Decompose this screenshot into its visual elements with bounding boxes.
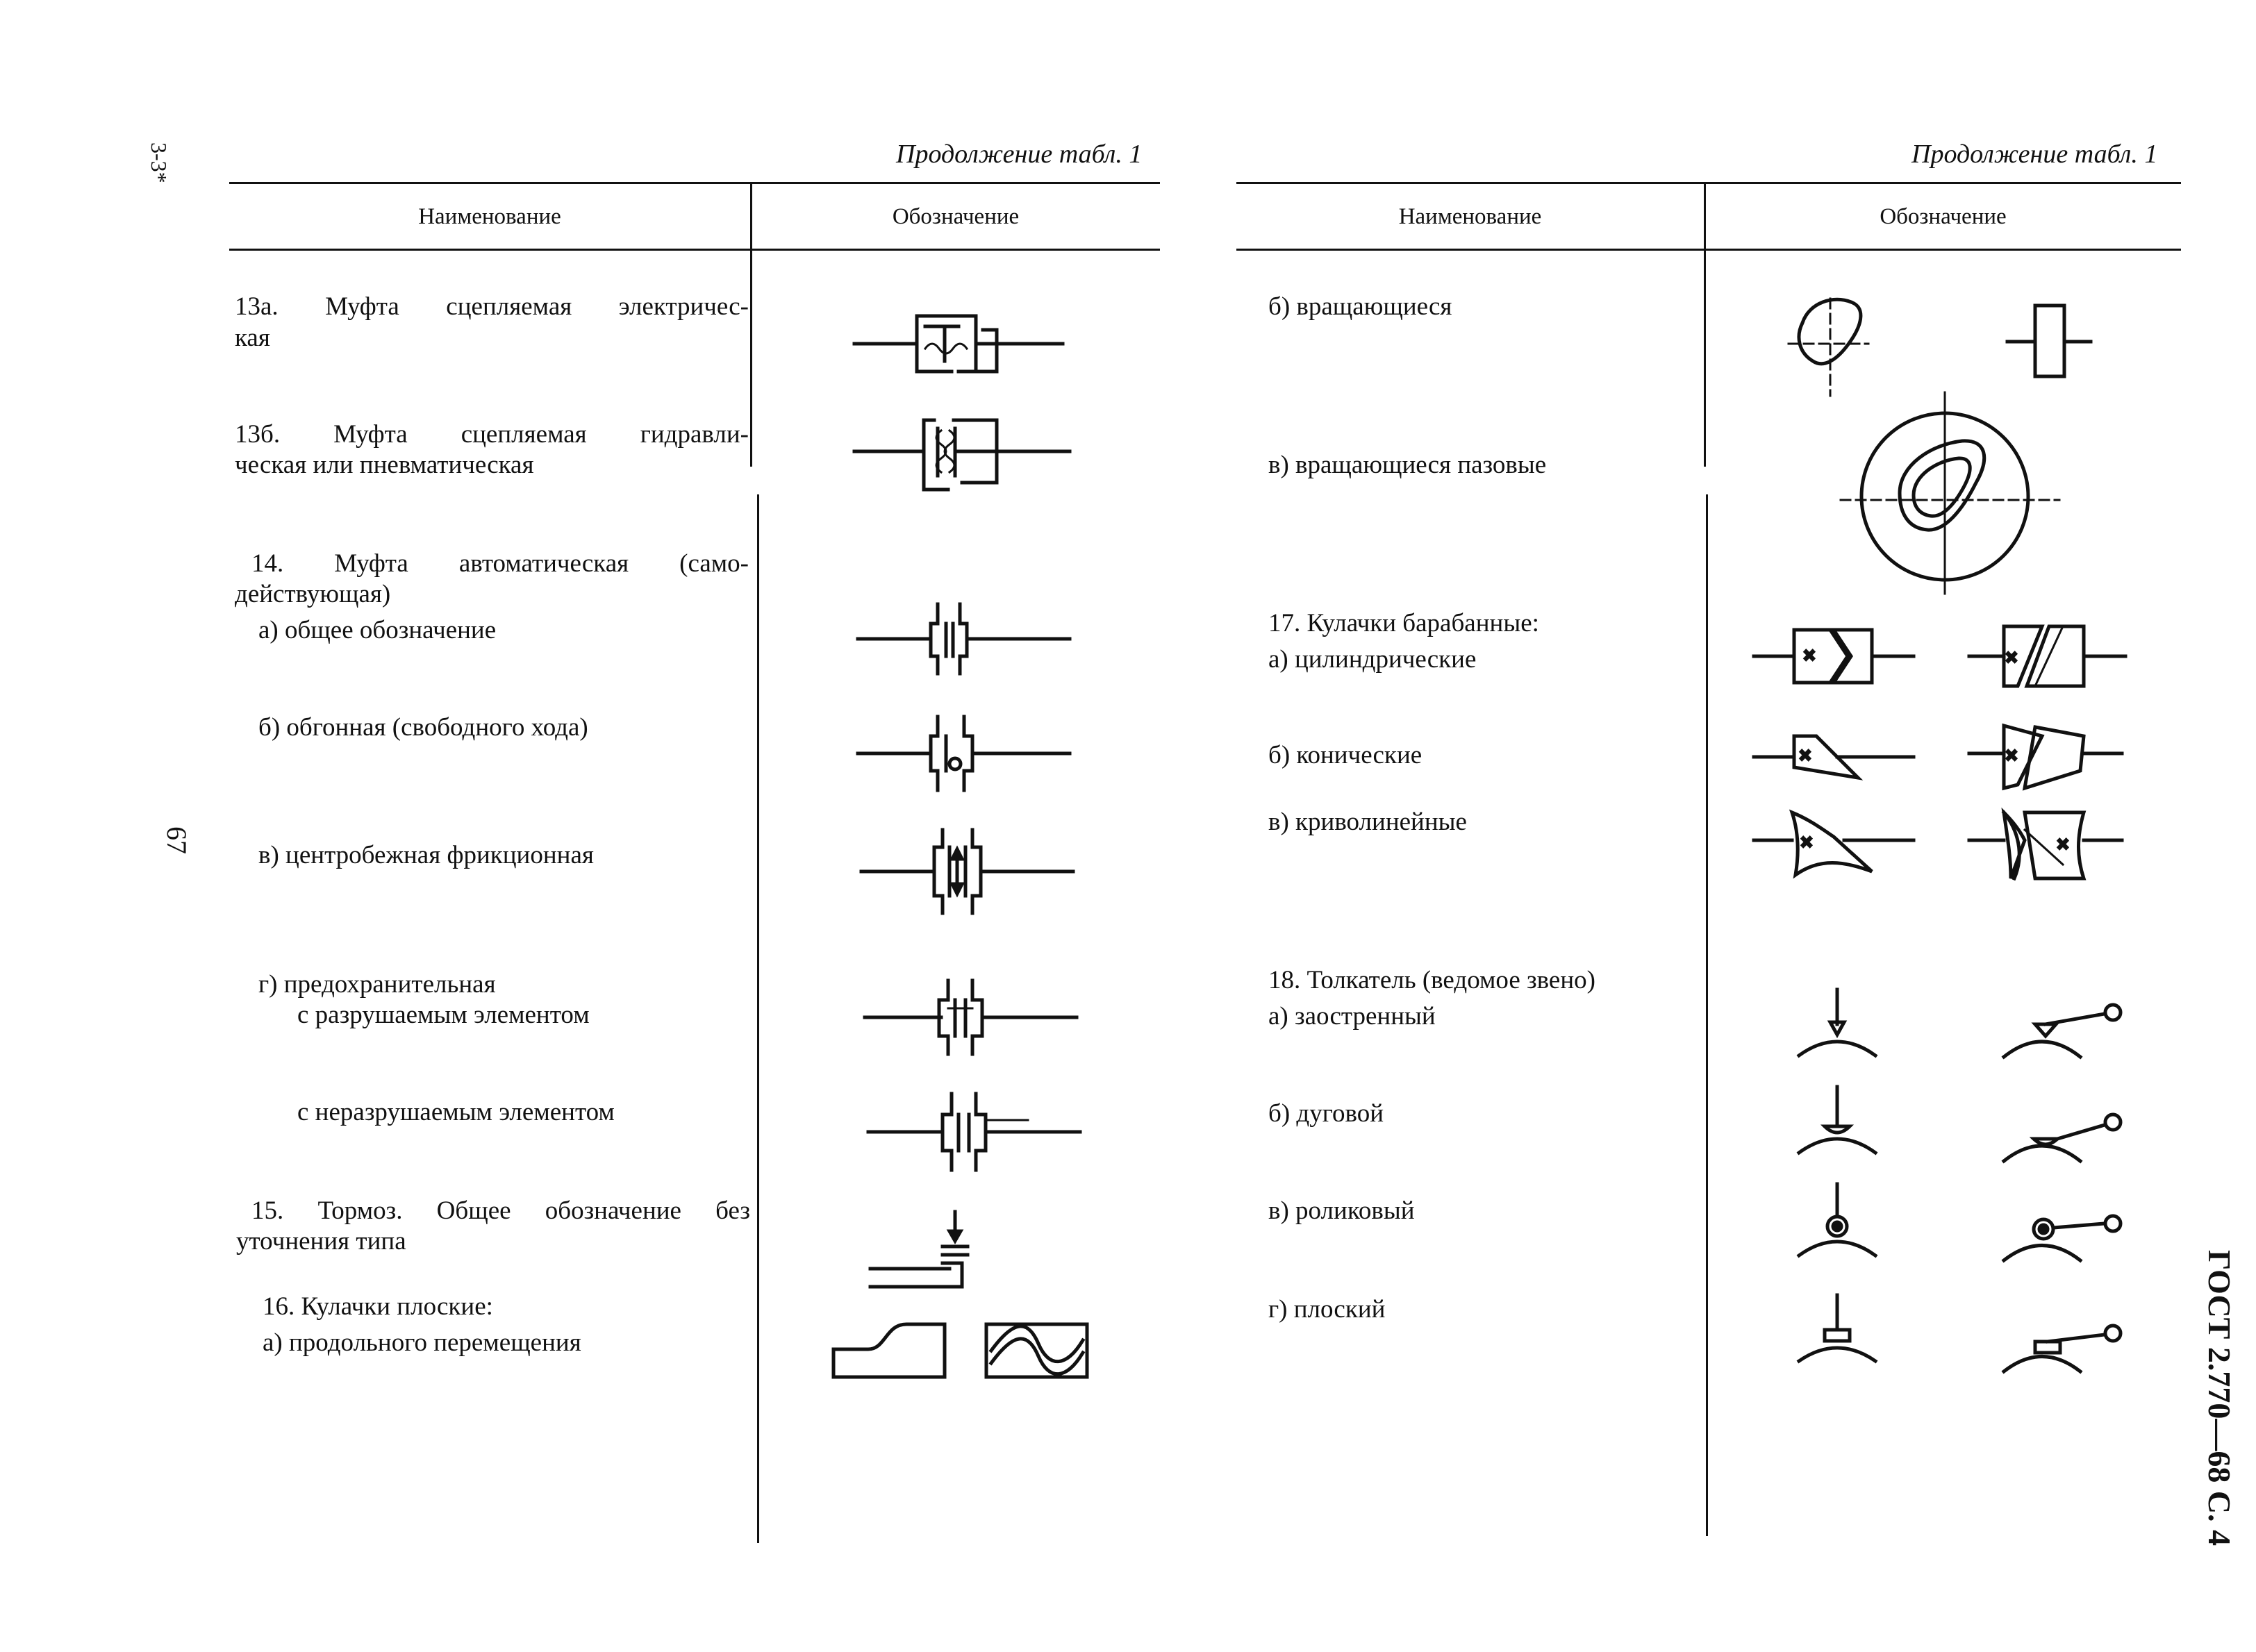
symbol-13b-hydraulic-clutch: [851, 413, 1073, 497]
symbol-18a-pointed-follower-lever: [2000, 993, 2125, 1069]
symbol-14b-overrunning-clutch: [854, 708, 1077, 799]
row-13b-line1: 13б. Муфта сцепляемая гидравли-: [235, 420, 749, 449]
left-header-symbol: Обозначение: [892, 204, 1020, 229]
row-17v: в) криволинейные: [1268, 808, 1467, 836]
symbol-14v-centrifugal-clutch: [858, 823, 1080, 920]
left-table-top-rule: [229, 182, 1160, 184]
left-column-divider-bottom: [757, 494, 759, 1543]
row-14a: а) общее обозначение: [258, 616, 497, 644]
row-14g-line2: с разрушаемым элементом: [297, 1001, 590, 1029]
row-13b-line2: ческая или пневматическая: [235, 451, 534, 479]
symbol-18v-roller-follower: [1795, 1180, 1893, 1264]
symbol-18v-roller-follower-lever: [2000, 1194, 2125, 1271]
row-14v: в) центробежная фрикционная: [258, 841, 594, 869]
symbol-17v-curvilinear-cam-alt: [1966, 802, 2132, 892]
symbol-17a-cylindrical-cam: [1747, 621, 1921, 691]
cross-mark: ×: [2057, 834, 2068, 856]
row-14-line1: 14. Муфта автоматическая (само-: [251, 549, 749, 578]
row-14g-line1: г) предохранительная: [258, 970, 496, 999]
symbol-14a-automatic-clutch: [854, 597, 1077, 681]
symbol-18g-flat-follower-lever: [2000, 1305, 2125, 1382]
symbol-16b-rotating-cam: [1785, 292, 1896, 396]
row-16b: б) вращающиеся: [1268, 292, 1452, 321]
row-16: 16. Кулачки плоские:: [263, 1292, 493, 1321]
right-header-rule: [1236, 249, 2181, 251]
row-13a-line1: 13а. Муфта сцепляемая электричес-: [235, 292, 749, 321]
right-header-symbol: Обозначение: [1880, 204, 2007, 229]
symbol-18b-arc-follower: [1795, 1083, 1893, 1160]
right-table-top-rule: [1236, 182, 2181, 184]
row-17a: а) цилиндрические: [1268, 645, 1477, 674]
row-17: 17. Кулачки барабанные:: [1268, 609, 1539, 637]
symbol-18b-arc-follower-lever: [2000, 1097, 2125, 1174]
left-column-divider-top: [750, 182, 752, 467]
row-13a-line2: кая: [235, 324, 270, 352]
row-15-line1: 15. Тормоз. Общее обозначение без: [251, 1196, 750, 1225]
symbol-16a-flat-cam: [830, 1316, 955, 1392]
right-header-name: Наименование: [1398, 204, 1542, 229]
row-14g-line3: с неразрушаемым элементом: [297, 1098, 615, 1126]
row-14-line2: действующая): [235, 580, 391, 608]
symbol-16a-grooved-flat-cam: [983, 1316, 1094, 1392]
row-18b: б) дуговой: [1268, 1099, 1384, 1128]
row-15-line2: уточнения типа: [236, 1227, 406, 1255]
symbol-16b-rotating-cam-side: [2000, 299, 2098, 389]
row-18a: а) заостренный: [1268, 1002, 1436, 1031]
symbol-17b-conical-cam-alt: [1966, 719, 2132, 802]
row-17b: б) конические: [1268, 741, 1423, 769]
cross-mark: ×: [2006, 647, 2017, 669]
symbol-17a-cylindrical-cam-alt: [1966, 618, 2132, 694]
row-18v: в) роликовый: [1268, 1196, 1415, 1225]
row-18: 18. Толкатель (ведомое звено): [1268, 966, 1595, 994]
standard-designation: ГОСТ 2.770—68 С. 4: [2202, 1250, 2237, 1546]
symbol-16v-grooved-rotating-cam: [1834, 392, 2063, 594]
symbol-17v-curvilinear-cam: [1747, 806, 1921, 889]
symbol-13a-electric-clutch: [847, 306, 1070, 389]
symbol-18g-flat-follower: [1795, 1292, 1893, 1368]
row-16a: а) продольного перемещения: [263, 1328, 581, 1357]
symbol-14g-safety-clutch-nonbreakable: [865, 1087, 1087, 1177]
row-14b: б) обгонная (свободного хода): [258, 713, 588, 742]
symbol-15-brake: [865, 1205, 990, 1295]
right-continuation-label: Продолжение табл. 1: [1911, 140, 2158, 169]
symbol-14g-safety-clutch-breakable: [861, 972, 1084, 1062]
symbol-18a-pointed-follower: [1795, 986, 1893, 1062]
left-header-rule: [229, 249, 1160, 251]
symbol-17b-conical-cam: [1747, 726, 1921, 795]
left-continuation-label: Продолжение табл. 1: [896, 140, 1143, 169]
row-16v: в) вращающиеся пазовые: [1268, 451, 1547, 479]
cross-mark: ×: [1800, 745, 1811, 767]
cross-mark: ×: [2006, 745, 2017, 767]
cross-mark: ×: [1801, 832, 1812, 853]
right-column-divider-top: [1704, 182, 1706, 467]
right-column-divider-bottom: [1706, 494, 1708, 1536]
cross-mark: ×: [1804, 645, 1815, 667]
row-18g: г) плоский: [1268, 1295, 1386, 1324]
corner-mark: 3-3*: [147, 142, 172, 183]
page-number: 67: [161, 826, 192, 854]
left-header-name: Наименование: [418, 204, 561, 229]
